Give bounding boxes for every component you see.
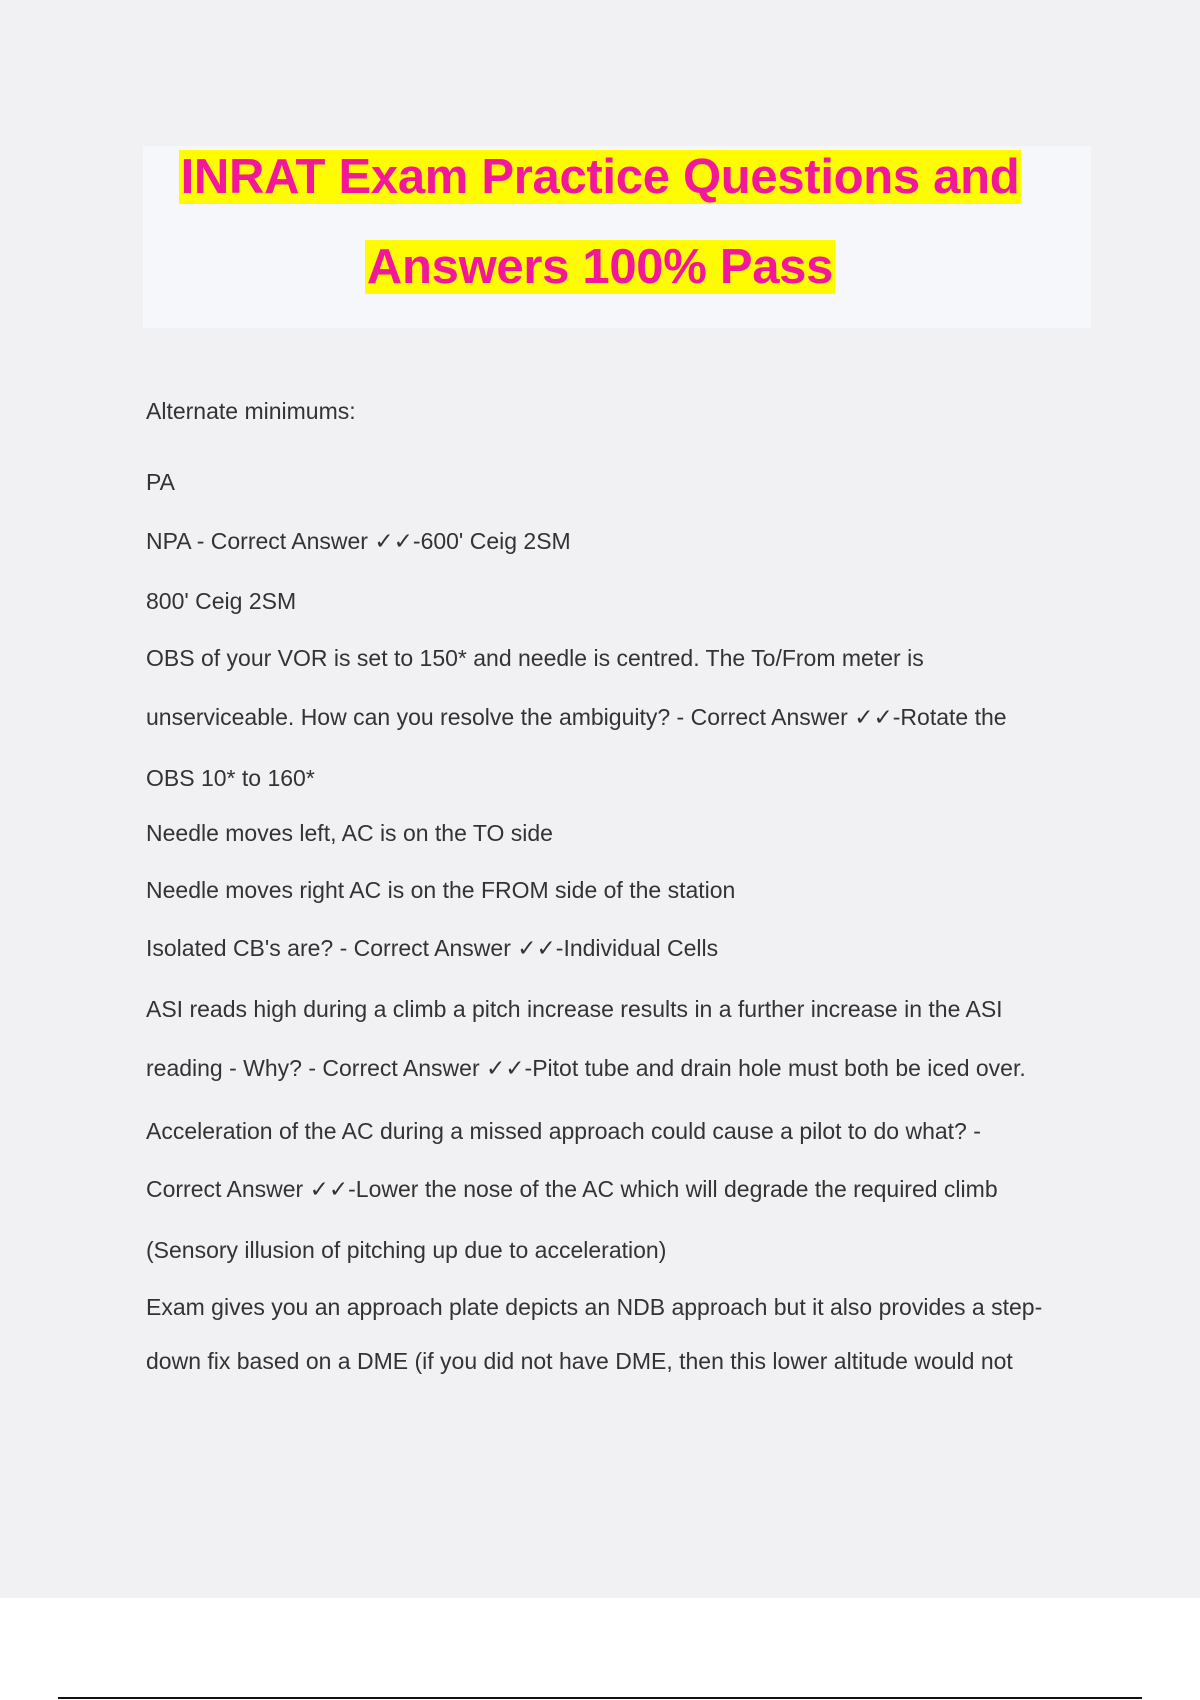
text-line: down fix based on a DME (if you did not have DME, then this lower altitude would not <box>146 1348 1013 1374</box>
text-line: Needle moves right AC is on the FROM side of the station <box>146 877 736 903</box>
title-highlight-1: INRAT Exam Practice Questions and <box>180 150 1020 204</box>
text-line: Correct Answer ✓✓-Lower the nose of the AC which will degrade the required climb <box>146 1176 998 1202</box>
text-line: Isolated CB's are? - Correct Answer ✓✓-Individual Cells <box>146 935 719 961</box>
text-line: PA <box>146 469 175 495</box>
text-line: reading - Why? - Correct Answer ✓✓-Pitot tube and drain hole must both be iced over. <box>146 1055 1026 1081</box>
text-line: NPA - Correct Answer ✓✓-600' Ceig 2SM <box>146 528 571 554</box>
footer-divider <box>58 1697 1142 1699</box>
text-line: Alternate minimums: <box>146 398 356 424</box>
text-line: unserviceable. How can you resolve the ambiguity? - Correct Answer ✓✓-Rotate the <box>146 704 1007 730</box>
text-line: OBS of your VOR is set to 150* and needle is centred. The To/From meter is <box>146 645 924 671</box>
text-line: ASI reads high during a climb a pitch increase results in a further increase in the ASI <box>146 996 1003 1022</box>
text-line: Exam gives you an approach plate depicts an NDB approach but it also provides a step- <box>146 1294 1043 1320</box>
document-title-line-2 <box>0 238 1200 296</box>
text-line: OBS 10* to 160* <box>146 765 315 791</box>
document-title-line-1 <box>0 148 1200 206</box>
text-line: Needle moves left, AC is on the TO side <box>146 820 553 846</box>
text-line: Acceleration of the AC during a missed approach could cause a pilot to do what? - <box>146 1118 981 1144</box>
title-highlight-2: Answers 100% Pass <box>366 240 834 294</box>
text-line: 800' Ceig 2SM <box>146 588 297 614</box>
text-line: (Sensory illusion of pitching up due to acceleration) <box>146 1237 667 1263</box>
